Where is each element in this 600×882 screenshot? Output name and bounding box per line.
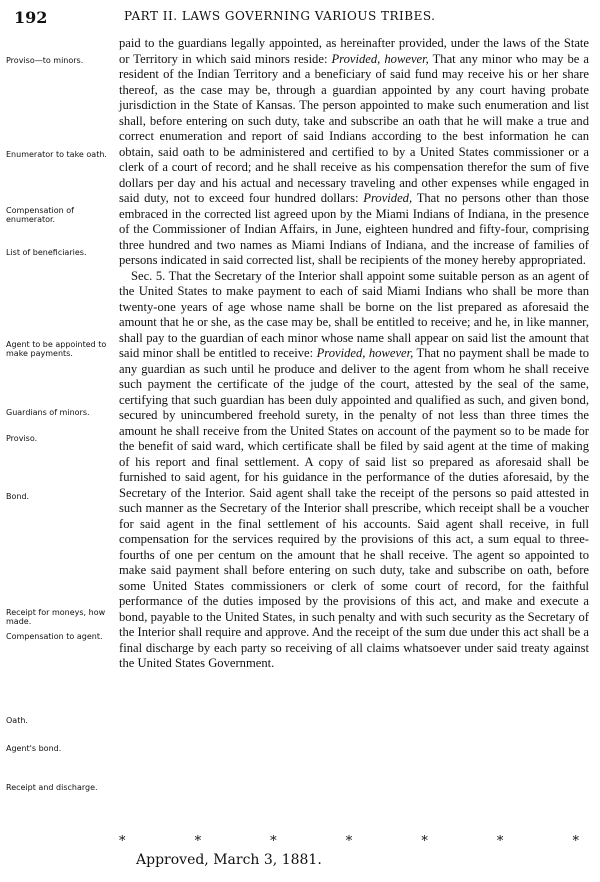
margin-note: Oath. bbox=[6, 716, 28, 725]
margin-note: Receipt for moneys, how made. bbox=[6, 608, 106, 626]
star: * bbox=[421, 834, 428, 849]
running-head: PART II. LAWS GOVERNING VARIOUS TRIBES. bbox=[124, 9, 436, 23]
approval-date: Approved, March 3, 1881. bbox=[136, 852, 322, 868]
star: * bbox=[496, 834, 504, 849]
proviso-italic: Provided, however, bbox=[331, 51, 429, 66]
star: * bbox=[345, 834, 353, 849]
page-number: 192 bbox=[14, 8, 48, 27]
text-run: Sec. 5. That the Secretary of the Interior shall appoint some suitable person as an agent of the United States to make payment to each of said Miami Indians who shall be more than twenty-one years of age whose name shall be borne on the list prepared as aforesaid the amount that he or she, as the case may be, shall be entitled to receive; and he, in like manner, shall pay to the guardian of each minor whose name shall appear on said list the amount that said minor shall be entitled to receive: bbox=[119, 268, 589, 360]
star: * bbox=[270, 834, 277, 849]
star: * bbox=[119, 834, 126, 849]
margin-note: Enumerator to take oath. bbox=[6, 150, 107, 159]
section-separator bbox=[119, 834, 579, 849]
text-run: That no payment shall be made to any guardian as such until he produce and deliver to the agent from whom he shall receive such payment the certificate of the judge of the court, attested by the seal of the same, certifying that such guardian has been duly appointed and qualified as such, and given bond, secured by unincumbered freehold surety, in the penalty of not less than three times the amount he shall receive from the United States on account of the payment so to be made for the benefit of said ward, which certificate shall be filed by said agent at the time of making of his report and final settlement. A copy of said list so prepared as aforesaid shall be furnished to said agent, for his guidance in the performance of the duties aforesaid, by the Secretary of the Interior. Said agent shall take the receipt of the persons so paid attested in such manner as the Secretary of the Interior shall prescribe, which receipt shall be a voucher for said agent in the final settlement of his accounts. Said agent shall receive, in full compensation for the services required by the provisions of this act, a sum equal to three-fourths of one per centum on the amount that he shall receive. The agent so appointed to make said payment shall before entering on such duty, take and subscribe on oath, before some United States commissioners or clerk of some court of record, for the faithful performance of the duties imposed by the provisions of this act, and make and execute a bond, payable to the United States, in such penalty and with such security as the Secretary of the Interior shall require and approve. And the receipt of the sum due under this act shall be a final discharge by each party so receiving of all claims whatsoever under said treaty against the United States Government. bbox=[119, 346, 589, 670]
margin-note: Proviso. bbox=[6, 434, 38, 443]
margin-note: Guardians of minors. bbox=[6, 408, 90, 417]
margin-note: Proviso—to minors. bbox=[6, 56, 84, 65]
paragraph bbox=[119, 36, 589, 269]
margin-note: Agent to be appointed to make payments. bbox=[6, 340, 107, 358]
statute-text bbox=[119, 36, 589, 672]
margin-note: Receipt and discharge. bbox=[6, 783, 98, 792]
margin-note: List of beneficiaries. bbox=[6, 248, 87, 257]
text-run: That any minor who may be a resident of the Indian Territory and a beneficiary of said fund may receive his or her share thereof, as the case may be, through a guardian appointed by any court having probate jurisdiction in the State of Kansas. The person appointed to make such enumeration and list shall, before entering on such duty, take and subscribe an oath that he will make a true and correct enumeration and report of said Indians according to the best information he can obtain, said oath to be administered and certified to by a United States commissioner or a clerk of a court of record; and he shall receive as his compensation therefor the sum of five dollars per day and his actual and necessary traveling and other expenses while engaged in said duty, not to exceed four hundred dollars: bbox=[119, 51, 589, 205]
proviso-italic: Provided, bbox=[363, 191, 413, 205]
star: * bbox=[572, 834, 579, 849]
margin-note: Compensation of enumerator. bbox=[6, 206, 74, 224]
section-5-paragraph bbox=[119, 269, 589, 672]
margin-note: Compensation to agent. bbox=[6, 632, 103, 641]
proviso-italic: Provided, however, bbox=[316, 346, 414, 360]
text-run: paid to the guardians legally appointed, as hereinafter provided, under the laws of the State or Territory in which said minors reside: bbox=[119, 36, 589, 66]
star: * bbox=[194, 834, 202, 849]
margin-note: Agent's bond. bbox=[6, 744, 62, 753]
margin-note: Bond. bbox=[6, 492, 30, 501]
text-run: That no persons other than those embraced in the corrected list agreed upon by the Miami Indians of Indiana, in the presence of the Commissioner of Indian Affairs, in June, eighteen hundred and fifty-four, comprising three hundred and two names as Miami Indians of Indiana, and the increase of families of persons indicated in said corrected list, shall be recipients of the money hereby appropriated. bbox=[119, 191, 589, 267]
